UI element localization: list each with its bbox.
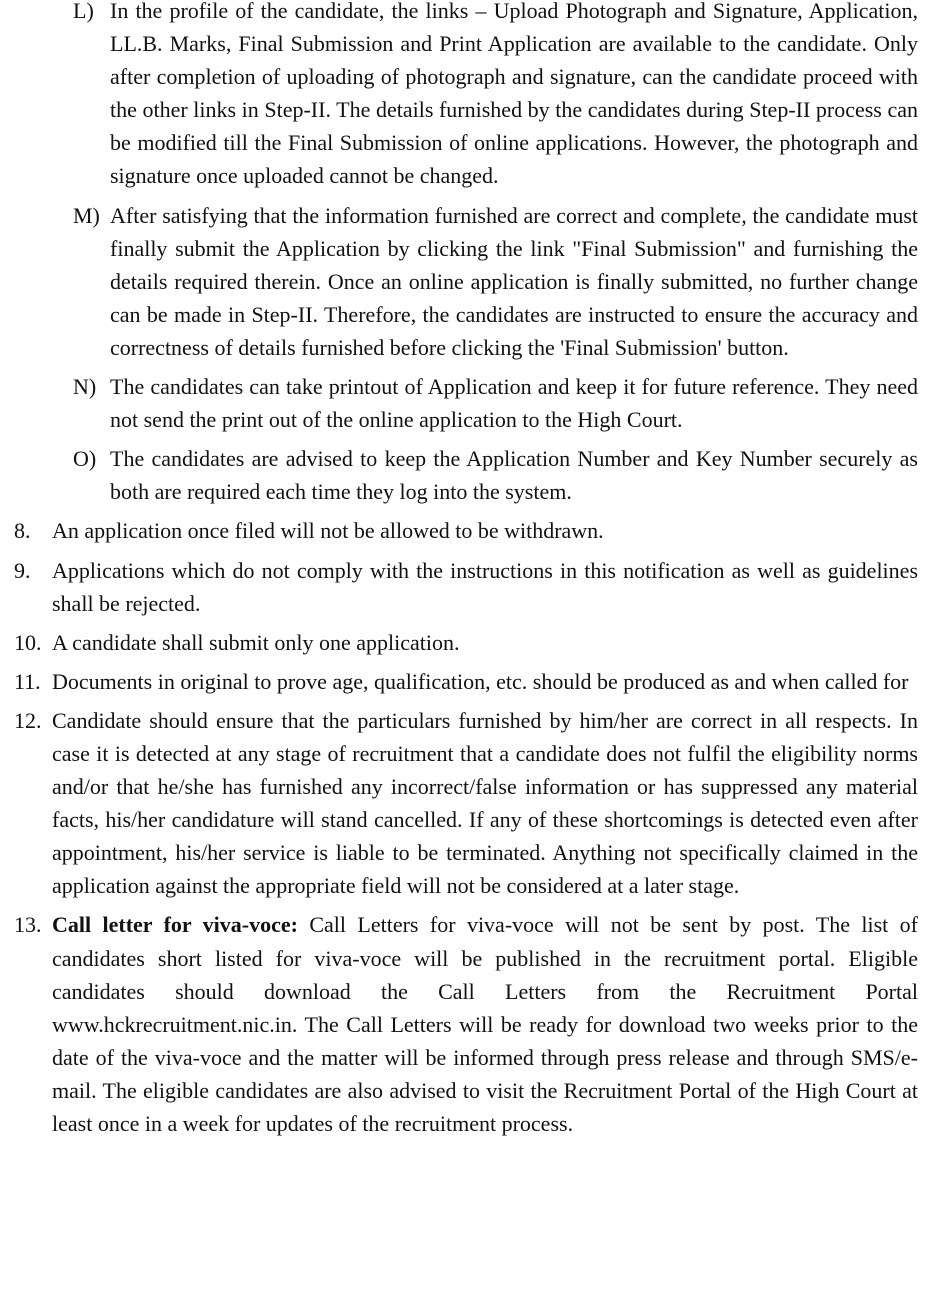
- list-item-text: Applications which do not comply with the instructions in this notification as well as guidelines shall be rejected.: [52, 557, 918, 616]
- list-item-text: A candidate shall submit only one application.: [52, 629, 460, 655]
- list-item-9: [0, 554, 939, 620]
- list-item-number: 12.: [14, 707, 42, 733]
- list-item-text-container: [52, 908, 918, 1140]
- list-item-text: An application once filed will not be allowed to be withdrawn.: [52, 518, 604, 544]
- sub-item-o: [0, 442, 939, 508]
- list-item-text: Candidate should ensure that the particulars furnished by him/her are correct in all respects. In case it is detected at any stage of recruitment that a candidate does not fulfil the eligibility norms and/or that he/she has furnished any incorrect/false information or has suppressed any material facts, his/her candidature will stand cancelled. If any of these shortcomings is detected even after appointment, his/her service is liable to be terminated. Anything not specifically claimed in the application against the appropriate field will not be considered at a later stage.: [52, 707, 918, 899]
- list-item-12: [0, 704, 939, 903]
- list-item-number: 8.: [14, 518, 31, 544]
- sub-item-text: After satisfying that the information furnished are correct and complete, the candidate must finally submit the Application by clicking the link "Final Submission" and furnishing the details required therein. Once an online application is finally submitted, no further change can be made in Step-II. Therefore, the candidates are instructed to ensure the accuracy and correctness of details furnished before clicking the 'Final Submission' button.: [110, 202, 918, 360]
- list-item-number: 9.: [14, 557, 31, 583]
- sub-item-marker: M): [73, 202, 100, 228]
- list-item-text: Documents in original to prove age, qualification, etc. should be produced as and when called for: [52, 668, 909, 694]
- list-item-10: [0, 626, 939, 659]
- sub-item-text: The candidates are advised to keep the Application Number and Key Number securely as both are required each time they log into the system.: [110, 446, 918, 505]
- list-item-8: [0, 514, 939, 547]
- list-item-text: Call Letters for viva-voce will not be sent by post. The list of candidates short listed for viva-voce will be published in the recruitment portal. Eligible candidates should download the Call Letters from the Recruitment Portal www.hckrecruitment.nic.in. The Call Letters will be ready for download two weeks prior to the date of the viva-voce and the matter will be informed through press release and through SMS/e-mail. The eligible candidates are also advised to visit the Recruitment Portal of the High Court at least once in a week for updates of the recruitment process.: [52, 912, 918, 1136]
- sub-item-text: In the profile of the candidate, the links – Upload Photograph and Signature, Application, LL.B. Marks, Final Submission and Print Application are available to the candidate. Only after completion of uploading of photograph and signature, can the candidate proceed with the other links in Step-II. The details furnished by the candidates during Step-II process can be modified till the Final Submission of online applications. However, the photograph and signature once uploaded cannot be changed.: [110, 0, 918, 189]
- sub-item-n: [0, 370, 939, 436]
- sub-item-marker: N): [73, 374, 97, 400]
- list-item-number: 13.: [14, 912, 42, 938]
- list-item-number: 11.: [14, 668, 41, 694]
- list-item-11: [0, 665, 939, 698]
- sub-item-marker: L): [73, 0, 94, 23]
- list-item-13: [0, 908, 939, 1140]
- sub-item-m: [0, 199, 939, 364]
- sub-item-l: [0, 0, 939, 193]
- list-item-number: 10.: [14, 629, 42, 655]
- sub-item-text: The candidates can take printout of Application and keep it for future reference. They need not send the print out of the online application to the High Court.: [110, 374, 918, 433]
- call-letter-heading: Call letter for viva-voce:: [52, 912, 298, 938]
- sub-item-marker: O): [73, 446, 97, 472]
